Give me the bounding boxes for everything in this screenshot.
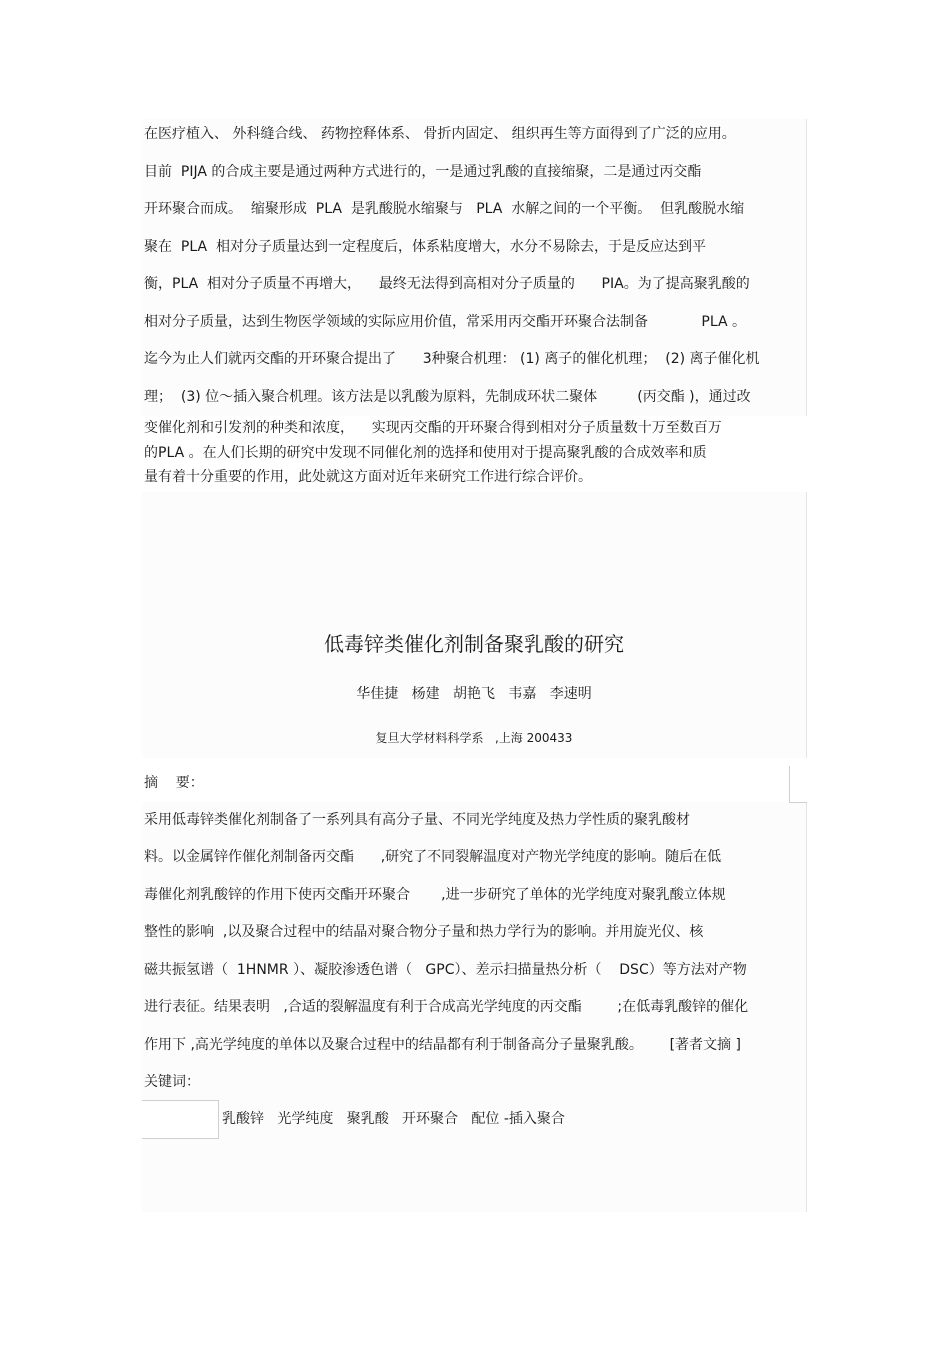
keywords-label-box <box>142 1100 219 1139</box>
paper-authors: 华佳捷 杨建 胡艳飞 韦嘉 李速明 <box>356 686 592 702</box>
abstract-bracket <box>789 766 807 803</box>
paper-title: 低毒锌类催化剂制备聚乳酸的研究 <box>324 632 624 656</box>
intro-line-9: 变催化剂和引发剂的种类和浓度， 实现丙交酯的开环聚合得到相对分子质量数十万至数百万 <box>144 420 722 436</box>
intro-line-1: 在医疗植入、 外科缝合线、 药物控释体系、 骨折内固定、 组织再生等方面得到了广泛的应用。 <box>144 126 736 142</box>
intro-line-6: 相对分子质量，达到生物医学领域的实际应用价值，常采用丙交酯开环聚合法制备 PLA 。 <box>144 314 746 330</box>
intro-line-5: 衡，PLA 相对分子质量不再增大， 最终无法得到高相对分子质量的 PIA。为了提高聚乳酸的 <box>144 276 750 292</box>
abstract-line-5: 磁共振氢谱（ 1HNMR ）、凝胶渗透色谱（ GPC）、差示扫描量热分析（ DSC）等方法对产物 <box>144 962 747 978</box>
abstract-heading: 摘 要： <box>144 775 204 791</box>
paper-affiliation: 复旦大学材料科学系 ,上海 200433 <box>375 731 573 745</box>
text-panel-middle <box>142 492 807 758</box>
intro-line-10: 的PLA 。在人们长期的研究中发现不同催化剂的选择和使用对于提高聚乳酸的合成效率和质 <box>144 445 707 461</box>
intro-line-3: 开环聚合而成。 缩聚形成 PLA 是乳酸脱水缩聚与 PLA 水解之间的一个平衡。 但乳酸脱水缩 <box>144 201 745 217</box>
abstract-line-2: 料。以金属锌作催化剂制备丙交酯 ,研究了不同裂解温度对产物光学纯度的影响。随后在低 <box>144 849 722 865</box>
abstract-line-3: 毒催化剂乳酸锌的作用下使丙交酯开环聚合 ,进一步研究了单体的光学纯度对聚乳酸立体规 <box>144 887 726 903</box>
intro-line-2: 目前 PIJA 的合成主要是通过两种方式进行的，一是通过乳酸的直接缩聚，二是通过丙交酯 <box>144 164 702 180</box>
keywords-text: 乳酸锌 光学纯度 聚乳酸 开环聚合 配位 -插入聚合 <box>222 1111 565 1127</box>
intro-line-7: 迄今为止人们就丙交酯的开环聚合提出了 3种聚合机理： (1) 离子的催化机理； (2) 离子催化机 <box>144 351 760 367</box>
intro-line-8: 理； (3) 位～插入聚合机理。该方法是以乳酸为原料，先制成环状二聚体 (丙交酯 )，通过改 <box>144 389 751 405</box>
intro-line-11: 量有着十分重要的作用，此处就这方面对近年来研究工作进行综合评价。 <box>144 469 592 485</box>
abstract-line-7: 作用下 ,高光学纯度的单体以及聚合过程中的结晶都有利于制备高分子量聚乳酸。 [著者文摘 ] <box>144 1037 741 1053</box>
abstract-line-4: 整性的影响 ,以及聚合过程中的结晶对聚合物分子量和热力学行为的影响。并用旋光仪、核 <box>144 924 704 940</box>
abstract-line-1: 采用低毒锌类催化剂制备了一系列具有高分子量、不同光学纯度及热力学性质的聚乳酸材 <box>144 812 690 828</box>
intro-line-4: 聚在 PLA 相对分子质量达到一定程度后，体系粘度增大，水分不易除去，于是反应达到平 <box>144 239 706 255</box>
keywords-heading: 关键词： <box>144 1074 200 1090</box>
abstract-line-6: 进行表征。结果表明 ,合适的裂解温度有利于合成高光学纯度的丙交酯 ;在低毒乳酸锌的催化 <box>144 999 749 1015</box>
